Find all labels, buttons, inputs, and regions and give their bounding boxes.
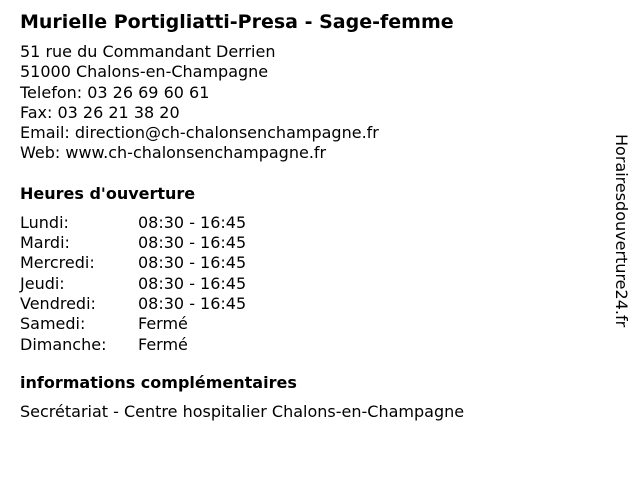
hours-row-sunday — [20, 335, 600, 355]
additional-info-text: Secrétariat - Centre hospitalier Chalons-en-Champagne — [20, 401, 465, 421]
hours-row-saturday — [20, 314, 600, 334]
day-label: Lundi: — [20, 212, 69, 232]
time-value: 08:30 - 16:45 — [138, 233, 247, 253]
time-value: 08:30 - 16:45 — [138, 293, 247, 313]
time-value: Fermé — [138, 314, 188, 334]
hours-row-thursday — [20, 274, 600, 294]
hours-row-wednesday — [20, 253, 600, 273]
day-label: Mardi: — [20, 233, 70, 253]
contact-block — [20, 42, 600, 164]
hours-row-tuesday — [20, 233, 600, 253]
business-listing — [20, 10, 600, 422]
website: Web: www.ch-chalonsenchampagne.fr — [20, 143, 327, 163]
day-label: Jeudi: — [20, 273, 65, 293]
watermark — [596, 134, 640, 374]
hours-row-friday — [20, 294, 600, 314]
opening-hours-table — [20, 213, 600, 355]
day-label: Samedi: — [20, 314, 86, 334]
address-city: 51000 Chalons-en-Champagne — [20, 62, 269, 82]
time-value: Fermé — [138, 334, 188, 354]
time-value: 08:30 - 16:45 — [138, 253, 247, 273]
hours-row-monday — [20, 213, 600, 233]
email-address: Email: direction@ch-chalonsenchampagne.fr — [20, 123, 379, 143]
opening-hours-heading: Heures d'ouverture — [20, 183, 196, 203]
time-value: 08:30 - 16:45 — [138, 273, 247, 293]
time-value: 08:30 - 16:45 — [138, 212, 247, 232]
additional-info-heading: informations complémentaires — [20, 372, 297, 392]
day-label: Mercredi: — [20, 253, 95, 273]
day-label: Vendredi: — [20, 293, 96, 313]
fax-number: Fax: 03 26 21 38 20 — [20, 102, 180, 122]
day-label: Dimanche: — [20, 334, 107, 354]
phone-number: Telefon: 03 26 69 60 61 — [20, 82, 210, 102]
watermark-text: Horairesdouverture24.fr — [612, 134, 631, 328]
page-title: Murielle Portigliatti-Presa - Sage-femme — [20, 11, 454, 33]
address-street: 51 rue du Commandant Derrien — [20, 42, 276, 61]
